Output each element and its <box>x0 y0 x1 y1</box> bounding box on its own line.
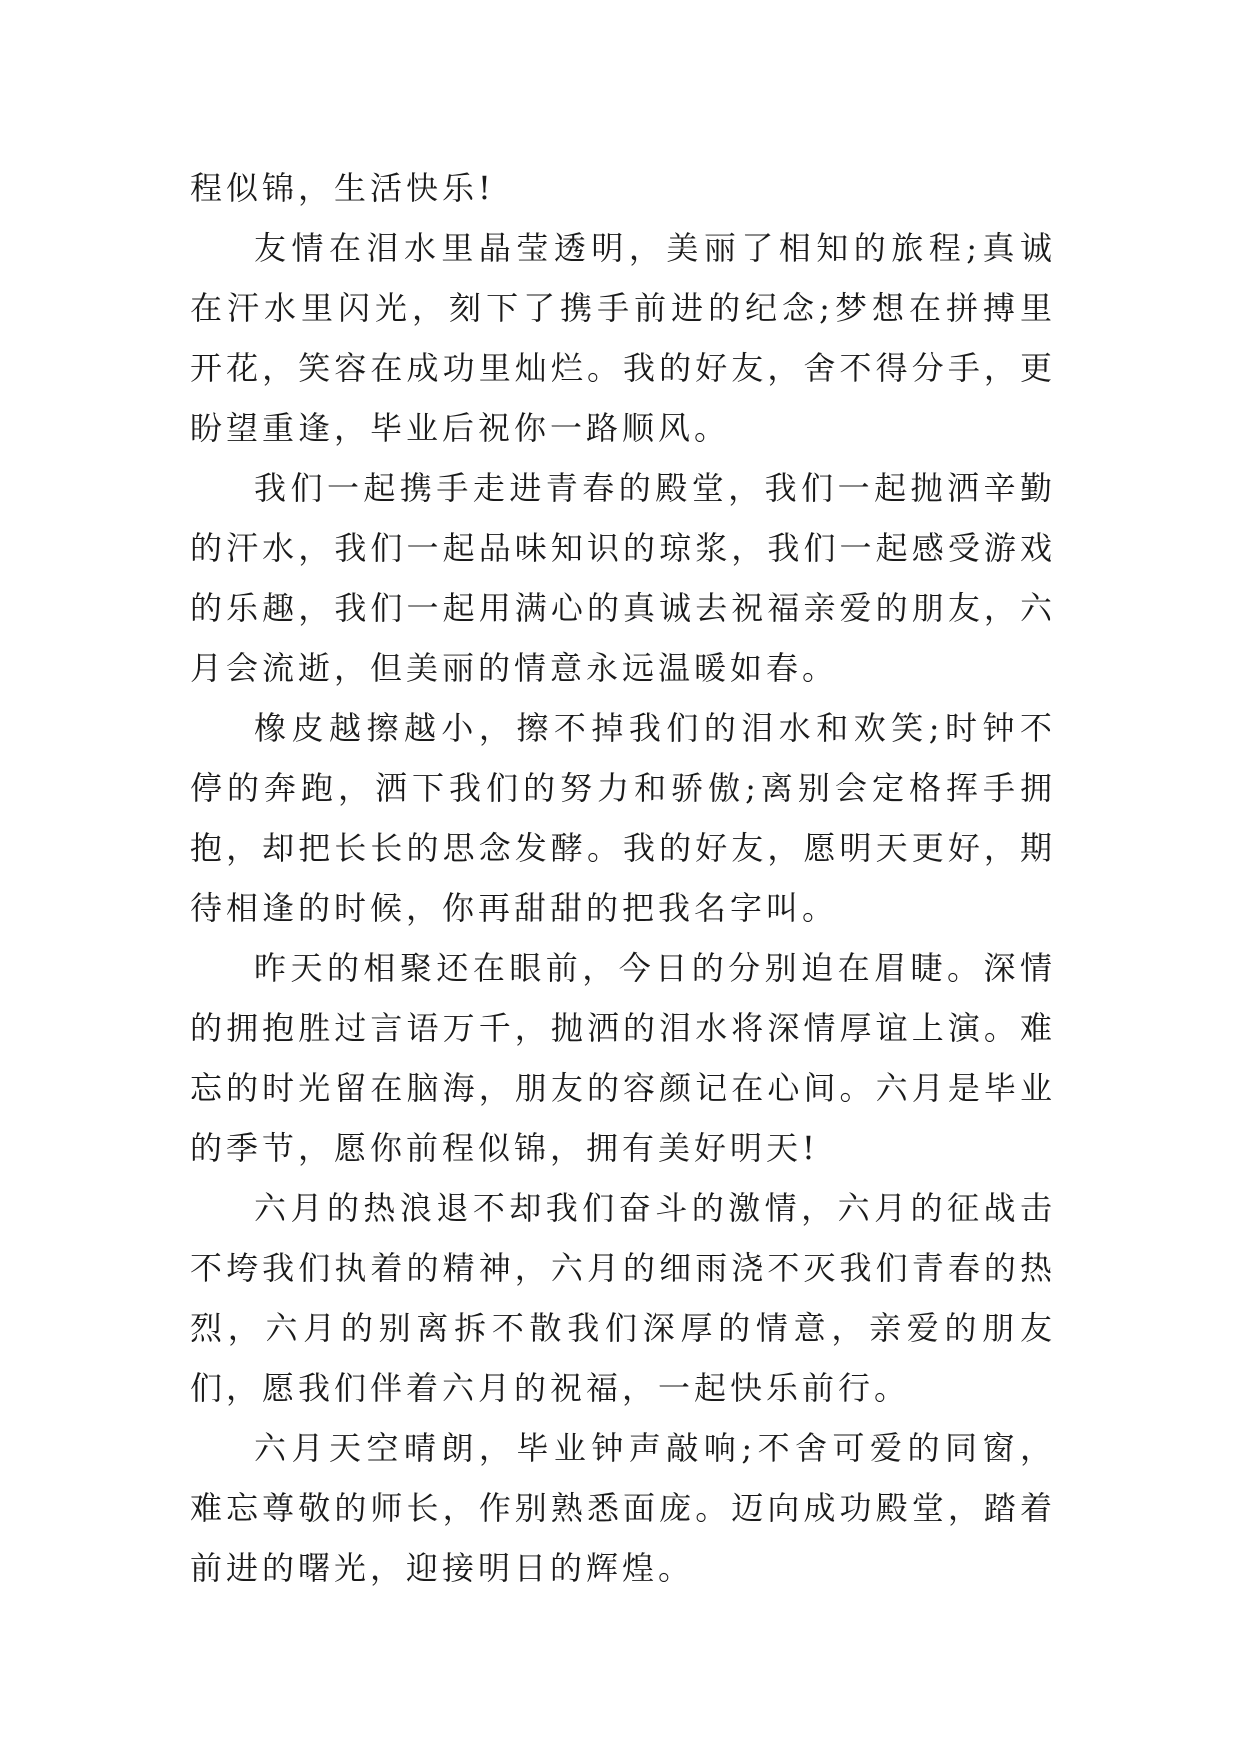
paragraph-june-sky: 六月天空晴朗，毕业钟声敲响;不舍可爱的同窗，难忘尊敬的师长，作别熟悉面庞。迈向成功殿堂，踏着前进的曙光，迎接明日的辉煌。 <box>190 1429 1056 1587</box>
paragraph-continued: 程似锦，生活快乐! <box>190 169 495 207</box>
paragraph-june-heat: 六月的热浪退不却我们奋斗的激情，六月的征战击不垮我们执着的精神，六月的细雨浇不灭我们青春的热烈，六月的别离拆不散我们深厚的情意，亲爱的朋友们，愿我们伴着六月的祝福，一起快乐前行。 <box>190 1189 1056 1407</box>
document-body <box>190 158 1056 1598</box>
paragraph-yesterday: 昨天的相聚还在眼前，今日的分别迫在眉睫。深情的拥抱胜过言语万千，抛洒的泪水将深情厚谊上演。难忘的时光留在脑海，朋友的容颜记在心间。六月是毕业的季节，愿你前程似锦，拥有美好明天! <box>190 949 1056 1167</box>
paragraph-eraser: 橡皮越擦越小，擦不掉我们的泪水和欢笑;时钟不停的奔跑，洒下我们的努力和骄傲;离别会定格挥手拥抱，却把长长的思念发酵。我的好友，愿明天更好，期待相逢的时候，你再甜甜的把我名字叫。 <box>190 709 1056 927</box>
paragraph-together: 我们一起携手走进青春的殿堂，我们一起抛洒辛勤的汗水，我们一起品味知识的琼浆，我们一起感受游戏的乐趣，我们一起用满心的真诚去祝福亲爱的朋友，六月会流逝，但美丽的情意永远温暖如春。 <box>190 469 1056 687</box>
paragraph-friendship: 友情在泪水里晶莹透明，美丽了相知的旅程;真诚在汗水里闪光，刻下了携手前进的纪念;梦想在拼搏里开花，笑容在成功里灿烂。我的好友，舍不得分手，更盼望重逢，毕业后祝你一路顺风。 <box>190 229 1056 447</box>
